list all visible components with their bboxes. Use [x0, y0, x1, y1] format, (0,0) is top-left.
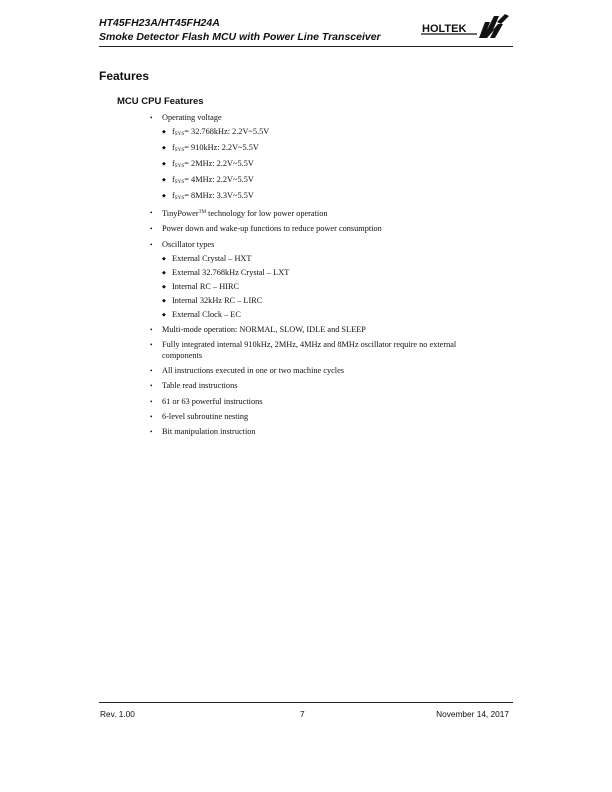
freq-symbol: f: [172, 142, 175, 152]
freq-symbol: f: [172, 126, 175, 136]
subsection-title: MCU CPU Features: [117, 96, 204, 107]
operating-voltage-label: Operating voltage: [162, 113, 222, 122]
freq-subscript: SYS: [174, 194, 185, 201]
footer-date: November 14, 2017: [436, 709, 509, 719]
page-header: [99, 16, 513, 47]
tinypower-text: technology for low power operation: [206, 209, 328, 219]
freq-symbol: f: [172, 158, 175, 168]
feature-subroutine-nesting: • 6-level subroutine nesting: [150, 412, 495, 423]
oscillator-item: ◆ External 32.768kHz Crystal – LXT: [162, 268, 495, 279]
voltage-text: = 8MHz: 3.3V~5.5V: [184, 190, 254, 200]
trademark-mark: TM: [198, 210, 207, 216]
freq-subscript: SYS: [174, 146, 185, 153]
tinypower-name: TinyPower: [162, 209, 199, 219]
freq-symbol: f: [172, 190, 175, 200]
voltage-text: = 4MHz: 2.2V~5.5V: [184, 174, 254, 184]
freq-subscript: SYS: [174, 162, 185, 169]
feature-bit-manipulation: • Bit manipulation instruction: [150, 427, 495, 438]
voltage-item: [162, 191, 495, 204]
voltage-text: = 2MHz: 2.2V~5.5V: [184, 158, 254, 168]
oscillator-label: Oscillator types: [162, 239, 215, 249]
voltage-item: [162, 159, 495, 172]
footer-page-number: 7: [300, 709, 305, 719]
oscillator-item: ◆ External Crystal – HXT: [162, 254, 495, 265]
freq-symbol: f: [172, 174, 175, 184]
footer-revision: Rev. 1.00: [100, 709, 135, 719]
feature-instruction-count: • 61 or 63 powerful instructions: [150, 397, 495, 408]
document-subtitle: Smoke Detector Flash MCU with Power Line Transceiver: [99, 31, 381, 43]
oscillator-item: ◆ Internal RC – HIRC: [162, 282, 495, 293]
feature-power-down: • Power down and wake-up functions to reduce power consumption: [150, 224, 495, 235]
document-title: HT45FH23A/HT45FH24A: [99, 17, 220, 29]
voltage-sublist: [162, 127, 495, 204]
voltage-text: = 910kHz: 2.2V~5.5V: [184, 142, 259, 152]
page-footer: [99, 702, 513, 719]
feature-multi-mode: • Multi-mode operation: NORMAL, SLOW, IDLE and SLEEP: [150, 325, 495, 336]
oscillator-sublist: [162, 254, 495, 321]
holtek-logo: [419, 12, 511, 42]
feature-oscillator-types: [150, 240, 495, 320]
feature-instruction-cycles: • All instructions executed in one or two machine cycles: [150, 366, 495, 377]
voltage-item: [162, 127, 495, 140]
voltage-item: [162, 143, 495, 156]
logo-wordmark: HOLTEK: [422, 23, 467, 35]
freq-subscript: SYS: [174, 178, 185, 185]
feature-internal-oscillator: • Fully integrated internal 910kHz, 2MHz, 4MHz and 8MHz oscillator require no external components: [150, 340, 495, 361]
freq-subscript: SYS: [174, 130, 185, 137]
oscillator-item: ◆ Internal 32kHz RC – LIRC: [162, 296, 495, 307]
voltage-item: [162, 175, 495, 188]
feature-tinypower: [150, 208, 495, 220]
feature-list: [150, 113, 495, 443]
oscillator-item: ◆ External Clock – EC: [162, 310, 495, 321]
feature-operating-voltage: [150, 113, 495, 203]
feature-table-read: • Table read instructions: [150, 381, 495, 392]
voltage-text: = 32.768kHz: 2.2V~5.5V: [184, 126, 270, 136]
section-title: Features: [99, 69, 150, 83]
